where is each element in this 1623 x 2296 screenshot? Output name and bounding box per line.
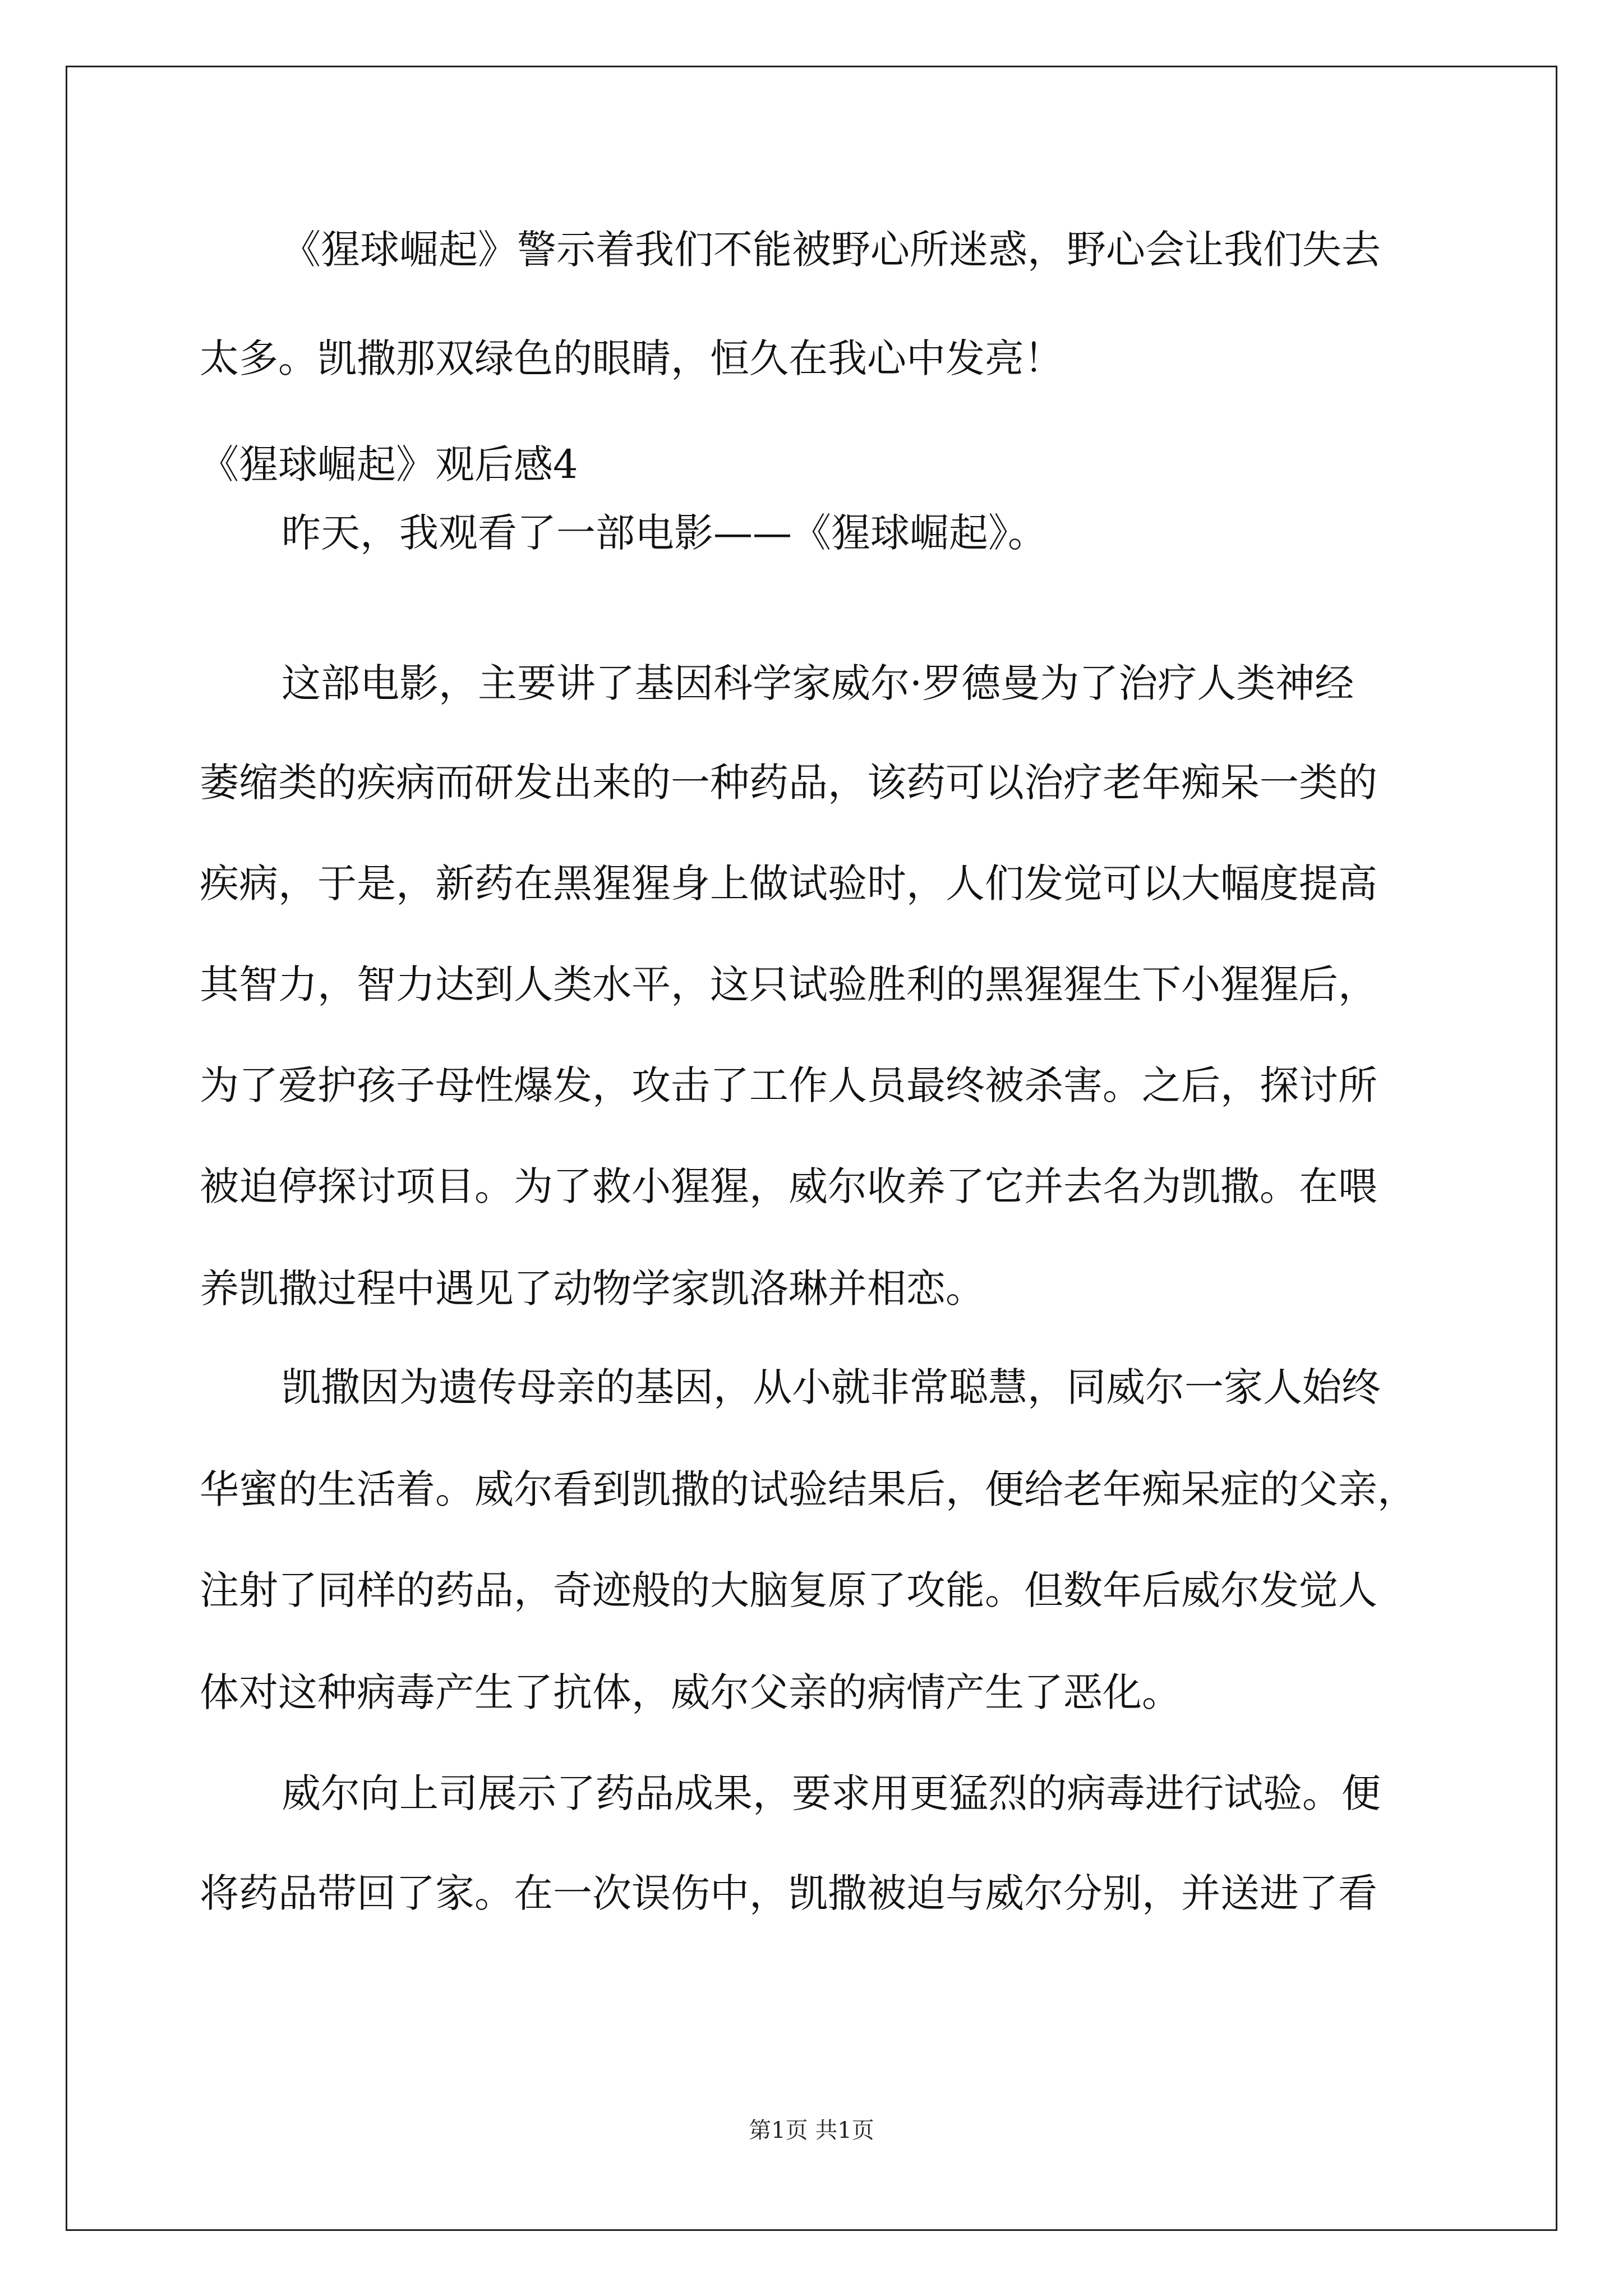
paragraph-line: 将药品带回了家。在一次误伤中，凯撒被迫与威尔分别，并送进了看	[200, 1870, 1377, 1916]
paragraph-line: 体对这种病毒产生了抗体，威尔父亲的病情产生了恶化。	[200, 1669, 1181, 1715]
paragraph-line: 注射了同样的药品，奇迹般的大脑复原了攻能。但数年后威尔发觉人	[200, 1567, 1377, 1613]
paragraph-line: 《猩球崛起》警示着我们不能被野心所迷惑，野心会让我们失去	[282, 227, 1381, 273]
paragraph-line: 疾病，于是，新药在黑猩猩身上做试验时，人们发觉可以大幅度提高	[200, 861, 1377, 907]
paragraph-line: 这部电影，主要讲了基因科学家威尔·罗德曼为了治疗人类神经	[282, 660, 1354, 706]
paragraph-line: 凯撒因为遗传母亲的基因，从小就非常聪慧，同威尔一家人始终	[282, 1364, 1381, 1410]
page-footer: 第1页 共1页	[749, 2118, 874, 2143]
paragraph-line: 太多。凯撒那双绿色的眼睛，恒久在我心中发亮！	[200, 335, 1063, 381]
paragraph-line: 为了爱护孩子母性爆发，攻击了工作人员最终被杀害。之后，探讨所	[200, 1062, 1377, 1108]
paragraph-line: 其智力，智力达到人类水平，这只试验胜利的黑猩猩生下小猩猩后，	[200, 961, 1377, 1007]
paragraph-line: 被迫停探讨项目。为了救小猩猩，威尔收养了它并去名为凯撒。在喂	[200, 1163, 1377, 1209]
paragraph-line: 威尔向上司展示了药品成果，要求用更猛烈的病毒进行试验。便	[282, 1770, 1381, 1816]
paragraph-line: 养凯撒过程中遇见了动物学家凯洛琳并相恋。	[200, 1266, 985, 1312]
paragraph-line: 昨天，我观看了一部电影——《猩球崛起》。	[282, 510, 1047, 556]
paragraph-line: 华蜜的生活着。威尔看到凯撒的试验结果后，便给老年痴呆症的父亲，	[200, 1466, 1417, 1512]
paragraph-line: 萎缩类的疾病而研发出来的一种药品，该药可以治疗老年痴呆一类的	[200, 760, 1377, 806]
section-heading: 《猩球崛起》观后感4	[200, 441, 578, 487]
